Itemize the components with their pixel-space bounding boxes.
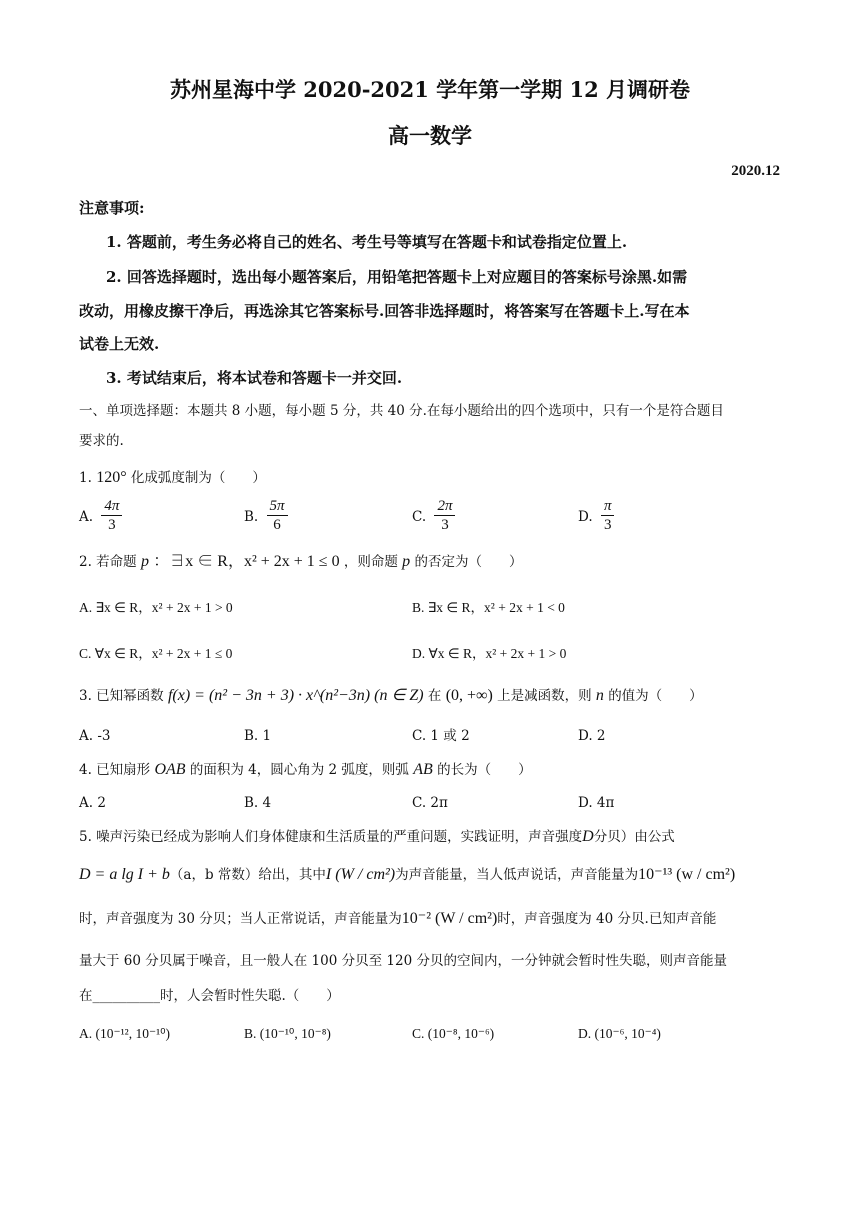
q3-option-c: C. 1 或 2 (412, 728, 470, 744)
fraction: $\frac{4\pi}{3}$ (101, 497, 122, 534)
note-3: 3. 考试结束后，将本试卷和答题卡一并交回. (106, 369, 403, 387)
fraction: $\frac{5\pi}{6}$ (267, 497, 288, 534)
q4-option-b: B. 4 (244, 795, 272, 811)
note-2-line-3: 试卷上无效. (79, 335, 160, 353)
note-2-line-2: 改动，用橡皮擦干净后，再选涂其它答案标号.回答非选择题时，将答案写在答题卡上.写在本 (79, 302, 690, 320)
question-2: 2. 若命题 p ：∃x ∈ R，x² + 2x + 1 ≤ 0 ，则命题 p 的否定为（ ） (79, 553, 523, 570)
fraction: $\frac{\pi}{3}$ (601, 497, 615, 534)
q2-option-c: C. ∀x ∈ R，x² + 2x + 1 ≤ 0 (79, 646, 233, 661)
question-3: 3. 已知幂函数 f(x) = (n² − 3n + 3) · x^(n²−3n) (n ∈ Z) 在 (0, +∞) 上是减函数，则 n 的值为（ ） (79, 687, 703, 704)
q2-option-b: B. ∃x ∈ R，x² + 2x + 1 < 0 (412, 600, 565, 615)
question-4: 4. 已知扇形 OAB 的面积为 4，圆心角为 2 弧度，则弧 AB 的长为（ ） (79, 761, 532, 778)
question-1-text: 化成弧度制为（ ） (130, 470, 266, 486)
q4-option-c: C. 2π (412, 795, 448, 811)
q4-option-d: D. 4π (578, 795, 615, 811)
q2-option-d: D. ∀x ∈ R，x² + 2x + 1 > 0 (412, 646, 567, 661)
q5-option-b: B. (10⁻¹⁰, 10⁻⁸) (244, 1026, 331, 1041)
exam-title: 苏州星海中学 2020-2021 学年第一学期 12 月调研卷 (169, 77, 691, 102)
q3-option-d: D. 2 (578, 728, 606, 744)
question-5-line-1: 5. 噪声污染已经成为影响人们身体健康和生活质量的严重问题，实践证明，声音强度D分贝）由公式 (79, 828, 675, 845)
question-5-line-4: 量大于 60 分贝属于噪音，且一般人在 100 分贝至 120 分贝的空间内，一分钟就会暂时性失聪，则声音能量 (79, 953, 727, 969)
notes-heading: 注意事项: (79, 199, 145, 217)
q5-option-a: A. (10⁻¹², 10⁻¹⁰) (79, 1026, 171, 1041)
q5-option-c: C. (10⁻⁸, 10⁻⁶) (412, 1026, 495, 1041)
q3-option-b: B. 1 (244, 728, 272, 744)
note-1: 1. 答题前，考生务必将自己的姓名、考生号等填写在答题卡和试卷指定位置上. (106, 233, 628, 251)
q5-option-d: D. (10⁻⁶, 10⁻⁴) (578, 1026, 661, 1041)
fraction: $\frac{2\pi}{3}$ (434, 497, 455, 534)
question-5-line-5: 在__________时，人会暂时性失聪.（ ） (79, 988, 340, 1004)
q2-option-a: A. ∃x ∈ R，x² + 2x + 1 > 0 (79, 600, 233, 615)
question-number: 1. (79, 470, 92, 486)
question-5-line-3: 时，声音强度为 30 分贝；当人正常说话，声音能量为10⁻² (W / cm²)时，声音强度为 40 分贝.已知声音能 (79, 910, 717, 927)
note-2-line-1: 2. 回答选择题时，选出每小题答案后，用铅笔把答题卡上对应题目的答案标号涂黑.如需 (106, 268, 688, 286)
subject-title: 高一数学 (388, 123, 472, 148)
question-1 (79, 468, 779, 488)
q1-option-c: C. $\frac{2\pi}{3}$ (412, 497, 455, 534)
exam-date: 2020.12 (731, 163, 780, 179)
question-5-line-2: D = a lg I + b（a，b 常数）给出，其中I (W / cm²)为声音能量，当人低声说话，声音能量为10⁻¹³ (w / cm²) (79, 866, 736, 883)
section-1-intro-line-1: 一、单项选择题：本题共 8 小题，每小题 5 分，共 40 分.在每小题给出的四个选项中，只有一个是符合题目 (79, 403, 724, 419)
q3-option-a: A. -3 (79, 728, 111, 744)
q1-option-d: D. $\frac{\pi}{3}$ (578, 497, 614, 534)
q4-option-a: A. 2 (79, 795, 106, 811)
q1-option-a: A. $\frac{4\pi}{3}$ (79, 497, 122, 534)
section-1-intro-line-2: 要求的. (79, 433, 124, 449)
question-1-angle: 120° (96, 469, 127, 486)
q1-option-b: B. $\frac{5\pi}{6}$ (244, 497, 288, 534)
